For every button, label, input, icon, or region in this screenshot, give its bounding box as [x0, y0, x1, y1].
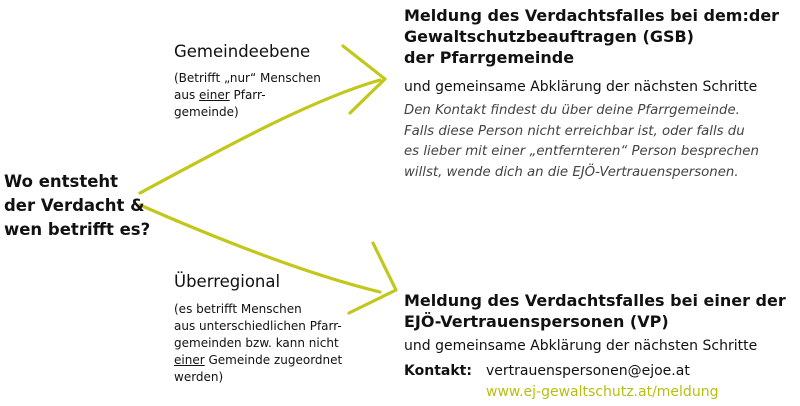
question-line-1: Wo entsteht [4, 172, 119, 191]
regional-desc-underlined: einer [174, 353, 205, 367]
regional-desc-line: gemeinden bzw. kann nicht [174, 336, 339, 350]
regional-level-title: Überregional [174, 272, 281, 291]
contact-email-link[interactable]: vertrauenspersonen@ejoe.at [486, 363, 690, 379]
local-level-description [174, 70, 321, 121]
reporting-url-link[interactable]: www.ej-gewaltschutz.at/meldung [486, 384, 719, 400]
vp-heading-line: EJÖ-Vertrauenspersonen (VP) [404, 312, 669, 331]
gsb-note-line: Den Kontakt findest du über deine Pfarrgemeinde. [404, 103, 740, 118]
gsb-heading-line: Gewaltschutzbeauftragen (GSB) [404, 27, 694, 46]
central-question [4, 170, 150, 242]
vp-subtitle: und gemeinsame Abklärung der nächsten Schritte [404, 338, 758, 354]
regional-desc-line: (es betrifft Menschen [174, 302, 302, 316]
local-desc-text: aus [174, 88, 200, 102]
local-desc-line: (Betrifft „nur“ Menschen [174, 71, 321, 85]
arrowhead-vp [349, 243, 396, 313]
gsb-heading [404, 5, 779, 68]
local-level-title: Gemeindeebene [174, 42, 311, 61]
contact-label: Kontakt: [404, 363, 472, 379]
local-desc-text: Pfarr- [229, 88, 266, 102]
local-desc-underlined: einer [199, 88, 230, 102]
regional-desc-line [174, 352, 342, 369]
regional-desc-line: werden) [174, 370, 224, 384]
gsb-heading-line: Meldung des Verdachtsfalles bei dem:der [404, 6, 780, 25]
gsb-heading-line: der Pfarrgemeinde [404, 48, 575, 67]
question-line-3: wen betrifft es? [4, 220, 151, 239]
gsb-note-line: willst, wende dich an die EJÖ-Vertrauenspersonen. [404, 164, 739, 180]
vp-heading [404, 290, 786, 332]
gsb-note-line: es lieber mit einer „entfernteren“ Person besprechen [404, 144, 759, 159]
gsb-contact-note [404, 101, 759, 183]
local-desc-line [174, 87, 321, 104]
question-line-2: der Verdacht & [4, 196, 145, 215]
gsb-subtitle: und gemeinsame Abklärung der nächsten Schritte [404, 79, 758, 95]
regional-level-description [174, 301, 342, 386]
regional-desc-line: aus unterschiedlichen Pfarr- [174, 319, 342, 333]
regional-desc-text: Gemeinde zugeordnet [204, 353, 343, 367]
gsb-note-line: Falls diese Person nicht erreichbar ist, oder falls du [404, 123, 745, 139]
vp-heading-line: Meldung des Verdachtsfalles bei einer der [404, 291, 786, 310]
local-desc-line: gemeinde) [174, 105, 239, 119]
